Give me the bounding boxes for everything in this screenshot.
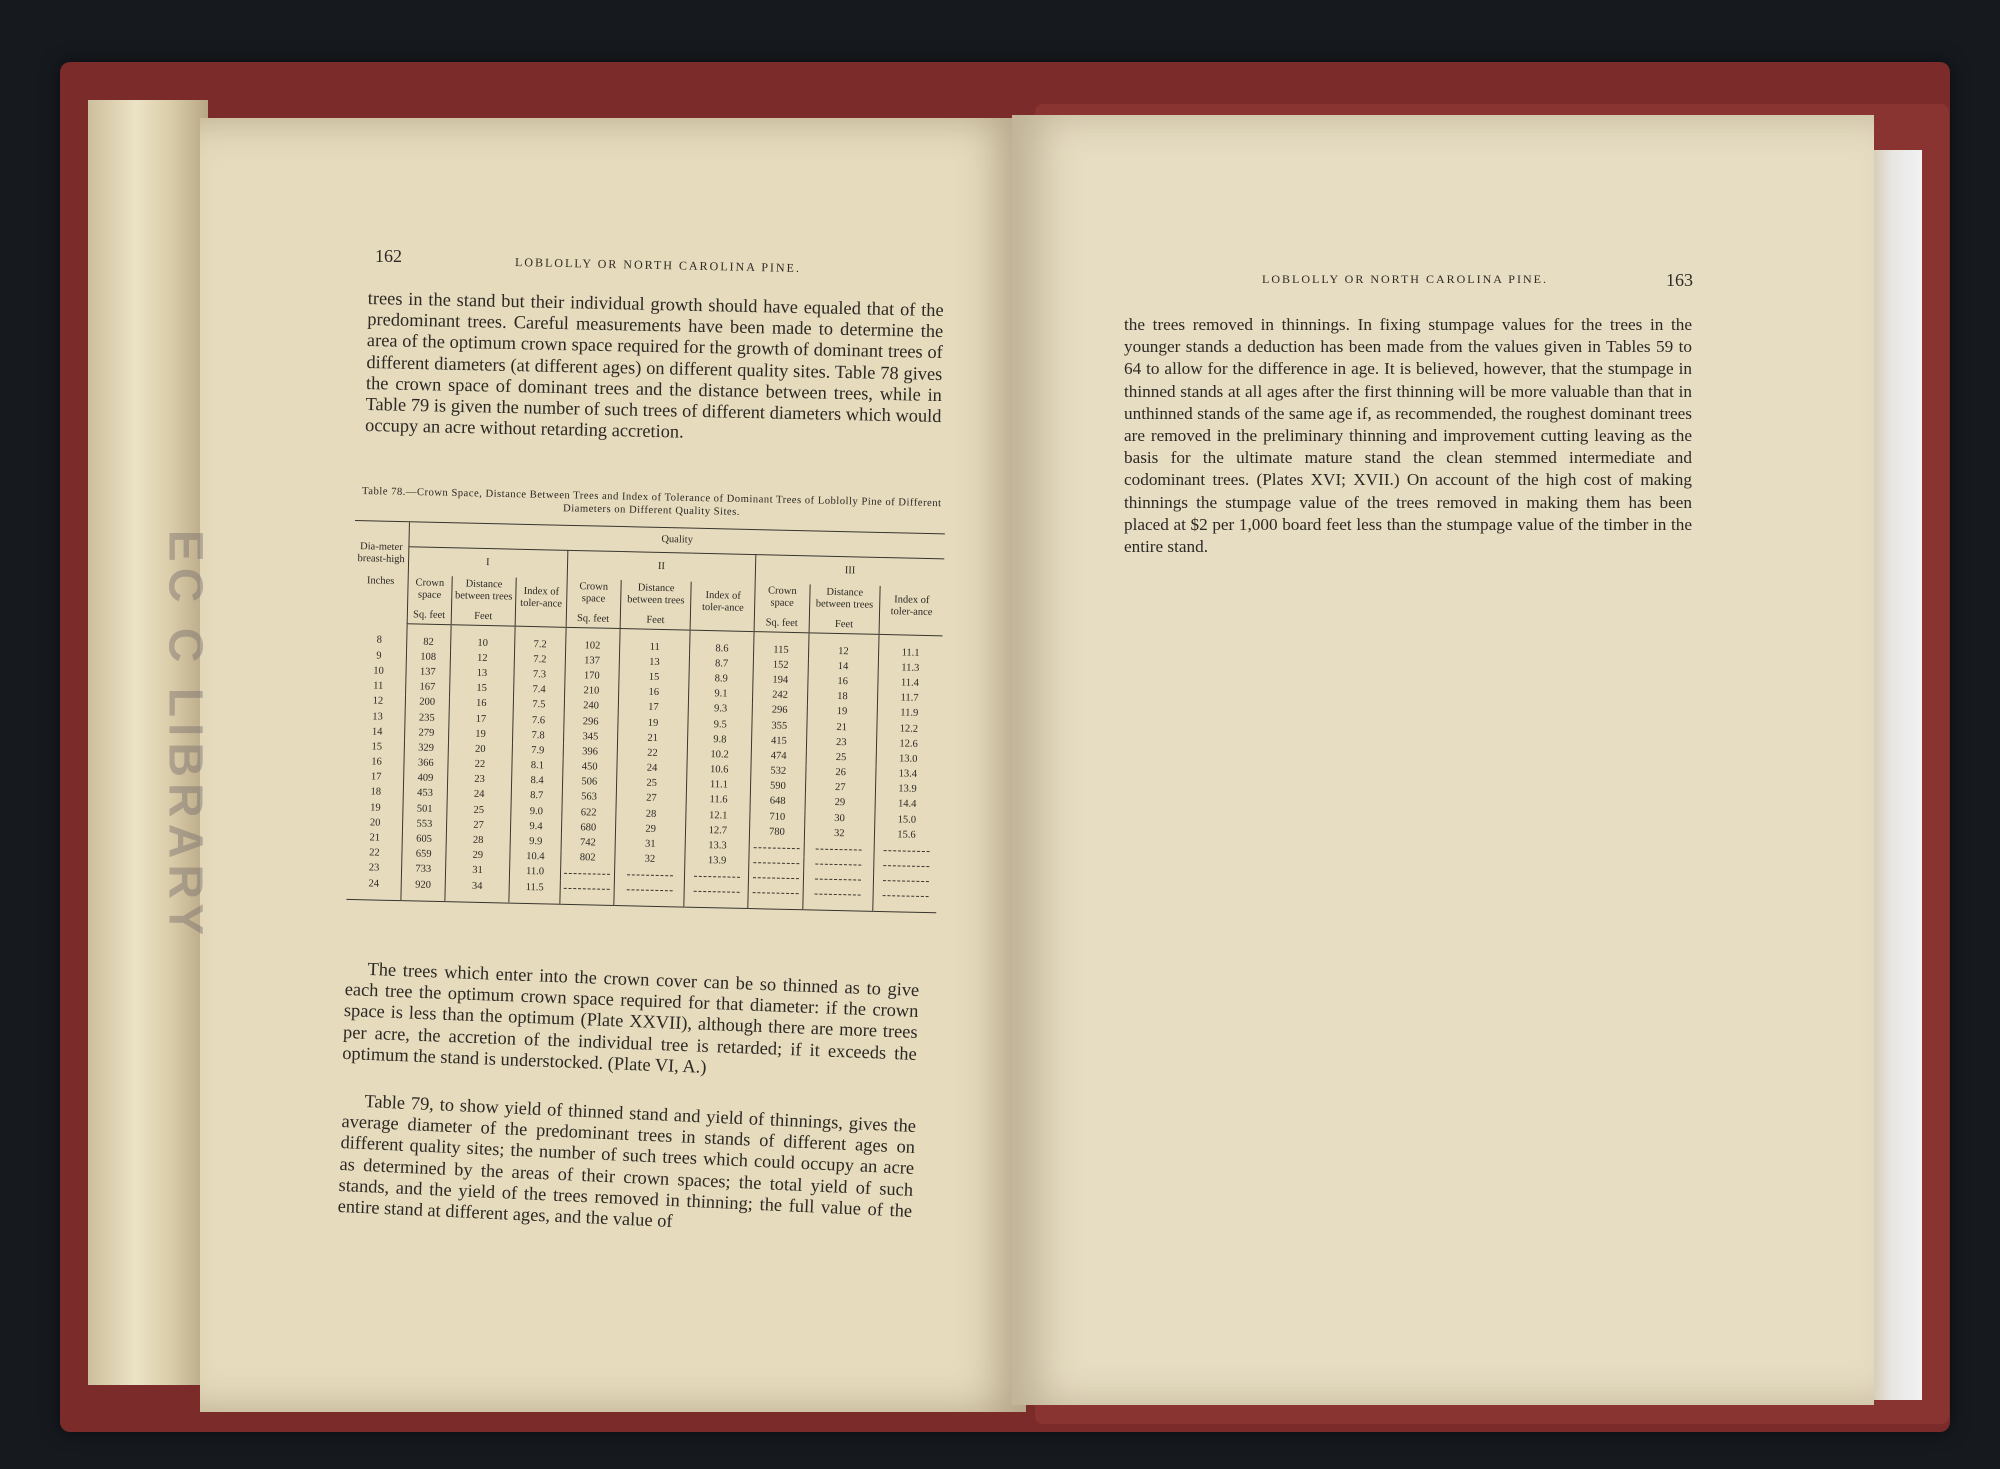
table-cell: 501 — [403, 801, 447, 817]
table-cell: 14 — [808, 659, 879, 676]
table-cell: 11.1 — [687, 777, 751, 794]
col-crown-unit: Sq. feet — [765, 617, 798, 630]
col-distance-iii — [809, 584, 881, 634]
empty-cell — [614, 867, 685, 884]
table-cell: 296 — [752, 703, 807, 719]
table-cell: 29 — [615, 821, 686, 838]
table-cell: 16 — [807, 674, 878, 691]
table-cell: 27 — [446, 817, 511, 834]
diameter-cell: 9 — [376, 650, 382, 662]
table-cell: 16 — [618, 685, 689, 702]
table-cell: 12.2 — [877, 721, 941, 738]
table-cell: 9.8 — [688, 732, 752, 749]
empty-cell — [749, 839, 804, 855]
table-cell: 194 — [753, 672, 808, 688]
table-cell: 802 — [560, 850, 615, 866]
table-cell: 396 — [563, 744, 618, 760]
table-cell: 22 — [447, 757, 512, 774]
table-cell: 9.4 — [511, 819, 562, 835]
empty-cell — [804, 841, 875, 858]
table-cell: 23 — [447, 772, 512, 789]
empty-cell — [614, 882, 685, 907]
table-cell: 13.0 — [876, 751, 940, 768]
diameter-cell: 20 — [369, 817, 381, 829]
table-cell: 9.1 — [689, 686, 753, 703]
table-cell: 17 — [448, 711, 513, 728]
table-cell: 25 — [806, 750, 877, 767]
table-cell: 19 — [448, 726, 513, 743]
table-cell: 15 — [449, 681, 514, 698]
table-body — [346, 622, 942, 913]
col-index-i — [515, 578, 566, 628]
table-cell: 7.4 — [514, 682, 565, 698]
table-cell: 23 — [806, 734, 877, 751]
table-cell: 15.0 — [875, 812, 939, 829]
empty-cell — [560, 866, 615, 882]
col-index-label: Index of toler-ance — [520, 585, 563, 610]
empty-cell — [803, 871, 874, 888]
table-cell: 453 — [403, 786, 447, 802]
col-distance-label: Distance between trees — [815, 586, 874, 611]
table-cell: 7.6 — [513, 713, 564, 729]
table-cell: 296 — [563, 714, 618, 730]
diameter-cell: 18 — [370, 786, 382, 799]
diameter-cell: 10 — [373, 665, 384, 677]
col-crown-space-ii — [566, 579, 621, 629]
table-cell: 27 — [805, 780, 876, 797]
table-cell: 11.3 — [878, 660, 942, 677]
table-cell: 532 — [751, 764, 806, 780]
table-cell: 553 — [402, 816, 446, 832]
col-crown-label: Crown space — [767, 585, 797, 609]
left-paragraph-2: The trees which enter into the crown cover can be so thinned as to give each tree the optimum crown space required for that diameter: if the crown space is less than the optimum (Plate XXVII), although there are more trees per acre, the accretion of the individual tree is retarded; if it exceeds the optimum the stand is understocked. (Plate VI, A.) — [341, 958, 920, 1077]
dash-line — [627, 874, 673, 876]
table-cell: 7.3 — [514, 667, 565, 683]
dash-line — [882, 880, 928, 882]
table-cell: 102 — [565, 627, 620, 654]
table-cell: 7.2 — [515, 626, 566, 653]
table-cell: 210 — [564, 683, 619, 699]
col-distance-unit: Feet — [834, 618, 854, 631]
diameter-cell: 16 — [371, 756, 382, 768]
table-cell: 19 — [807, 704, 878, 721]
dash-line — [564, 873, 610, 875]
table-cell: 25 — [446, 802, 511, 819]
dash-line — [816, 863, 862, 865]
dash-line — [883, 865, 929, 867]
table-cell: 9.9 — [510, 834, 561, 850]
table-cell: 11.1 — [878, 634, 942, 661]
table-cell: 345 — [563, 729, 618, 745]
table-cell: 242 — [753, 688, 808, 704]
table-cell: 10.6 — [687, 762, 751, 779]
empty-cell — [874, 857, 938, 874]
left-paragraph-3: Table 79, to show yield of thinned stand and yield of thinnings, gives the average diameter of the predominant trees in stands of different ages on different quality sites; the number of such trees which could occupy an acre as determined by the areas of their crown spaces; the total yield of such stands, and the yield of the trees removed in thinning; the full value of the entire stand at different ages, and the value of — [337, 1090, 917, 1232]
table-caption: Table 78.—Crown Space, Distance Between Trees and Index of Tolerance of Dominant Trees of Loblolly Pine of Different Diameters on Different Quality Sites. — [361, 486, 942, 518]
table-cell: 7.5 — [513, 697, 564, 713]
empty-cell — [873, 888, 937, 913]
table-cell: 8.7 — [511, 789, 562, 805]
table-cell: 28 — [446, 833, 511, 850]
empty-cell — [748, 885, 803, 910]
table-cell: 10.4 — [510, 849, 561, 865]
table-cell: 9.0 — [511, 804, 562, 820]
diameter-cell: 21 — [369, 832, 381, 844]
page-number-right: 163 — [1666, 270, 1693, 290]
dash-line — [753, 862, 799, 864]
diameter-cell: 13 — [372, 710, 383, 723]
table-cell: 710 — [750, 809, 805, 825]
dash-line — [564, 888, 610, 890]
table-cell: 409 — [403, 771, 447, 787]
dash-line — [626, 889, 672, 891]
dash-line — [815, 878, 861, 880]
table-cell: 12.1 — [686, 808, 750, 825]
table-cell: 11.9 — [877, 706, 941, 723]
table-cell: 137 — [565, 653, 620, 669]
table-cell: 474 — [751, 748, 806, 764]
table-cell: 31 — [445, 863, 510, 880]
dash-line — [693, 891, 739, 893]
right-page — [1012, 115, 1874, 1405]
table-cell: 18 — [807, 689, 878, 706]
table-cell: 152 — [753, 657, 808, 673]
table-cell: 82 — [407, 624, 451, 651]
table-cell: 15 — [619, 669, 690, 686]
table-cell: 8.7 — [690, 656, 754, 673]
table-cell: 29 — [445, 848, 510, 865]
col-index-iii — [879, 586, 944, 636]
table-cell: 13.4 — [876, 766, 940, 783]
table-cell: 7.8 — [513, 728, 564, 744]
table-cell: 20 — [448, 741, 513, 758]
table-cell: 27 — [616, 791, 687, 808]
table-cell: 605 — [402, 832, 446, 848]
table-cell: 115 — [754, 632, 809, 659]
table-cell: 34 — [444, 878, 509, 903]
table-cell: 14.4 — [875, 797, 939, 814]
table-cell: 9.3 — [688, 701, 752, 718]
dash-line — [694, 876, 740, 878]
table-cell: 648 — [750, 794, 805, 810]
table-cell: 13 — [449, 666, 514, 683]
diameter-cell: 15 — [371, 741, 383, 753]
table-cell: 563 — [562, 790, 617, 806]
table-cell: 622 — [561, 805, 616, 821]
diameter-cell: 12 — [372, 695, 384, 708]
dash-line — [753, 877, 799, 879]
left-paragraph-1: trees in the stand but their individual growth should have equaled that of the predominant trees. Careful measurements have been made to determine the area of the optimum crown space required for the growth of dominant trees of different diameters (at different ages) on different quality sites. Table 78 gives the crown space of dominant trees and the distance between trees, while in Table 79 is given the number of such trees of different diameters which would occupy an acre without retarding accretion. — [364, 288, 944, 442]
table-cell: 920 — [401, 877, 445, 902]
diameter-cell: 14 — [371, 726, 383, 738]
table-cell: 506 — [562, 774, 617, 790]
table-cell: 355 — [752, 718, 807, 734]
running-head-right: LOBLOLLY OR NORTH CAROLINA PINE. — [1262, 272, 1548, 286]
table-cell: 11 — [619, 629, 690, 656]
table-cell: 12.7 — [686, 823, 750, 840]
diameter-cell: 8 — [376, 634, 383, 646]
table-cell: 24 — [617, 761, 688, 778]
dash-line — [816, 848, 862, 850]
table-cell: 10.2 — [687, 747, 751, 764]
diameter-cell: 19 — [370, 802, 381, 814]
col-distance-i — [451, 576, 517, 626]
quality-header: Quality — [409, 522, 945, 559]
diameter-cell: 23 — [368, 862, 380, 875]
col-index-label: Index of toler-ance — [890, 594, 933, 619]
diameter-cell: 24 — [346, 876, 401, 901]
dash-line — [753, 892, 799, 894]
table-cell: 680 — [561, 820, 616, 836]
page-number-left: 162 — [375, 246, 402, 266]
empty-cell — [874, 842, 938, 859]
table-cell: 7.2 — [515, 652, 566, 668]
table-cell: 29 — [805, 795, 876, 812]
diameter-header — [353, 520, 410, 623]
table-cell: 167 — [406, 680, 450, 696]
table-cell: 21 — [617, 730, 688, 747]
table-cell: 11.7 — [877, 690, 941, 707]
table-cell: 15.6 — [874, 827, 938, 844]
table-cell: 8.1 — [512, 758, 563, 774]
empty-cell — [802, 886, 873, 911]
col-crown-label: Crown space — [415, 577, 445, 601]
table-cell: 11.0 — [510, 864, 561, 880]
col-index-ii — [690, 582, 755, 632]
table-cell: 10 — [450, 625, 515, 652]
empty-cell — [749, 870, 804, 886]
table-cell: 240 — [564, 699, 619, 715]
table-cell: 25 — [616, 776, 687, 793]
table-cell: 659 — [402, 847, 446, 863]
table-78 — [346, 520, 944, 913]
table-cell: 8.4 — [512, 773, 563, 789]
right-paragraph-1: the trees removed in thinnings. In fixing stumpage values for the trees in the younger stands a deduction has been made from the values given in Tables 59 to 64 to allow for the difference in age. It is believed, however, that the stumpage in thinned stands at all ages after the first thinning will be more valuable than that in unthinned stands of the same age if, as recommended, the roughest dominant trees are removed in the preliminary thinning and improvement cutting leaving as the basis for the ultimate mature stand the clean stemmed intermediate and codominant trees. (Plates XVI; XVII.) On account of the high cost of making thinnings the stumpage value of the trees removed in making them has been placed at $2 per 1,000 board feet less than the stumpage value of the timber in the entire stand. — [1124, 315, 1692, 557]
table-cell: 11.4 — [878, 675, 942, 692]
diameter-cell: 11 — [373, 680, 384, 692]
table-cell: 21 — [806, 719, 877, 736]
col-distance-label: Distance between trees — [627, 582, 685, 607]
table-cell: 30 — [804, 810, 875, 827]
empty-cell — [685, 868, 749, 885]
table-cell: 12 — [808, 633, 879, 660]
col-crown-space-iii — [754, 583, 809, 633]
dash-line — [754, 847, 800, 849]
library-stamp: EC C LIBRARY — [158, 529, 212, 941]
diameter-cell: 17 — [370, 771, 382, 783]
table-cell: 235 — [405, 710, 449, 726]
table-cell: 9.5 — [688, 717, 752, 734]
table-cell: 780 — [750, 824, 805, 840]
table-cell: 19 — [618, 715, 689, 732]
table-cell: 12 — [450, 650, 515, 667]
table-cell: 16 — [449, 696, 514, 713]
table-cell: 8.6 — [690, 630, 754, 657]
table-cell: 8.9 — [689, 671, 753, 688]
table-cell: 28 — [616, 806, 687, 823]
table-cell: 31 — [615, 836, 686, 853]
diameter-cell: 22 — [369, 847, 380, 859]
table-cell: 415 — [752, 733, 807, 749]
col-distance-ii — [620, 580, 692, 630]
table-cell: 11.5 — [509, 880, 560, 905]
col-distance-unit: Feet — [646, 614, 665, 627]
empty-cell — [873, 873, 937, 890]
table-cell: 170 — [564, 668, 619, 684]
group-iii-header: III — [755, 555, 944, 588]
table-cell: 329 — [404, 740, 448, 756]
table-cell: 26 — [805, 765, 876, 782]
empty-cell — [803, 856, 874, 873]
table-cell: 13.9 — [875, 782, 939, 799]
table-cell: 742 — [561, 835, 616, 851]
table-cell: 279 — [405, 725, 449, 741]
col-crown-space-i — [407, 575, 452, 624]
table-cell: 590 — [751, 779, 806, 795]
empty-cell — [684, 884, 748, 909]
empty-cell — [559, 881, 614, 906]
table-cell: 13 — [619, 654, 690, 671]
dash-line — [883, 850, 929, 852]
table-cell: 22 — [617, 745, 688, 762]
table-cell: 366 — [404, 756, 448, 772]
table-cell: 13.9 — [685, 853, 749, 870]
col-crown-unit: Sq. feet — [576, 613, 610, 625]
col-index-label: Index of toler-ance — [701, 589, 744, 614]
table-cell: 12.6 — [876, 736, 940, 753]
table-cell: 450 — [562, 759, 617, 775]
table-cell: 733 — [401, 862, 445, 878]
table-cell: 137 — [406, 665, 450, 681]
running-head-left: LOBLOLLY OR NORTH CAROLINA PINE. — [514, 255, 802, 275]
table-cell: 24 — [447, 787, 512, 804]
table-cell: 17 — [618, 700, 689, 717]
diameter-header-label: Dia-meter breast-high — [357, 541, 405, 566]
col-crown-label: Crown space — [579, 581, 609, 605]
diameter-unit: Inches — [366, 575, 395, 587]
col-crown-unit: Sq. feet — [412, 609, 446, 622]
dash-line — [882, 895, 928, 897]
table-cell: 7.9 — [512, 743, 563, 759]
table-cell: 32 — [804, 826, 875, 843]
empty-cell — [749, 855, 804, 871]
table-cell: 32 — [615, 852, 686, 869]
group-ii-header: II — [567, 550, 756, 583]
table-cell: 13.3 — [685, 838, 749, 855]
table-cell: 200 — [405, 695, 449, 711]
col-distance-unit: Feet — [474, 610, 493, 623]
table-cell: 11.6 — [686, 792, 750, 809]
group-i-header: I — [408, 547, 567, 579]
dash-line — [815, 894, 861, 896]
col-distance-label: Distance between trees — [454, 578, 513, 603]
table-cell: 108 — [406, 649, 450, 665]
